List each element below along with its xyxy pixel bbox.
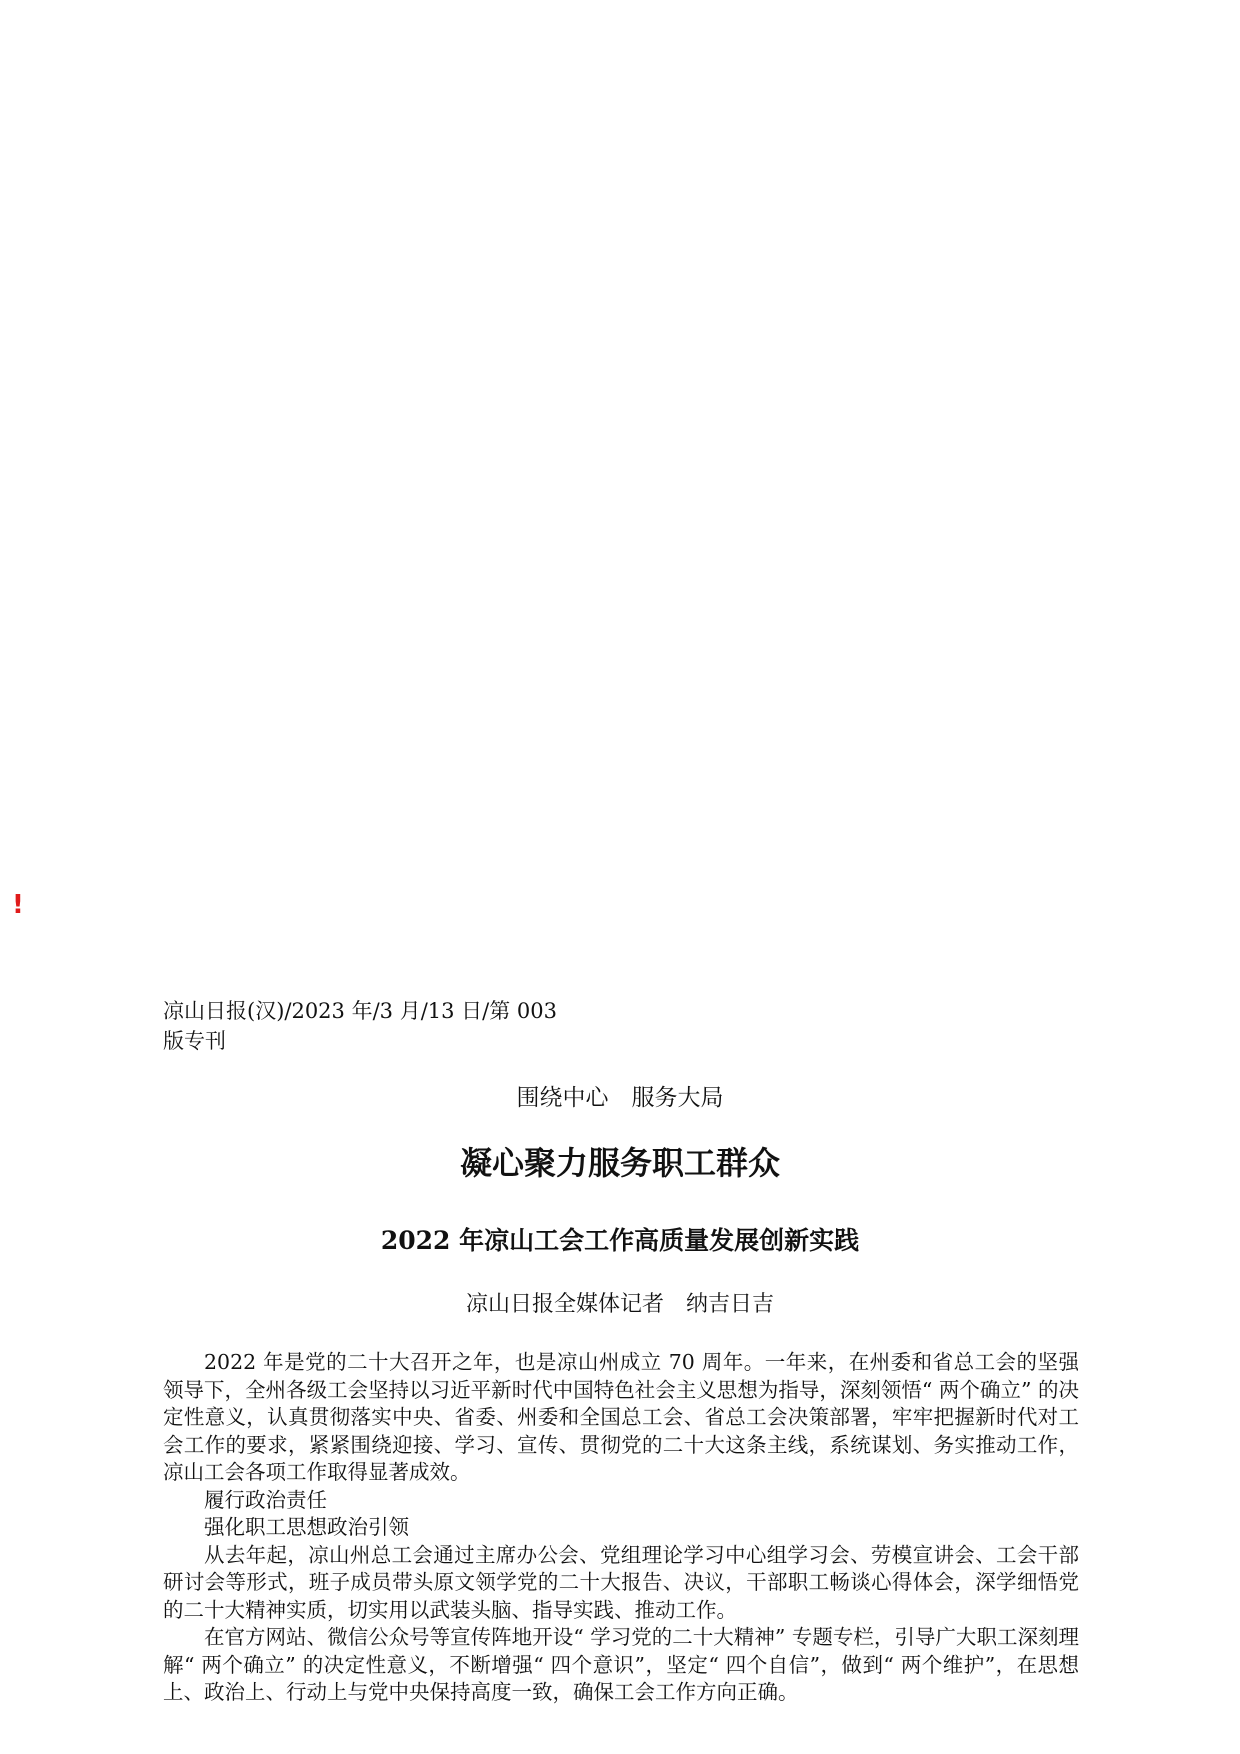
article-subtitle: 2022 年凉山工会工作高质量发展创新实践 — [380, 1226, 860, 1255]
section-heading: 履行政治责任 — [204, 1487, 327, 1512]
byline: 凉山日报全媒体记者 纳吉日吉 — [465, 1292, 774, 1317]
body-paragraph: 从去年起，凉山州总工会通过主席办公会、党组理论学习中心组学习会、劳模宣讲会、工会干部研讨会等形式，班子成员带头原文领学党的二十大报告、决议，干部职工畅谈心得体会，深学细悟党的二十大精神实质，切实用以武装头脑、指导实践、推动工作。 — [163, 1542, 1079, 1622]
source-line: 凉山日报(汉)/2023 年/3 月/13 日/第 003 版专刊 — [163, 999, 557, 1053]
body-paragraph: 2022 年是党的二十大召开之年，也是凉山州成立 70 周年。一年来，在州委和省总工会的坚强领导下，全州各级工会坚持以习近平新时代中国特色社会主义思想为指导，深刻领悟“ 两个确立” 的决定性意义，认真贯彻落实中央、省委、州委和全国总工会、省总工会决策部署，牢牢把握新时代对工会工作的要求，紧紧围绕迎接、学习、宣传、贯彻党的二十大这条主线，系统谋划、务实推动工作，凉山工会各项工作取得显著成效。 — [163, 1350, 1079, 1484]
article-title: 凝心聚力服务职工群众 — [459, 1144, 780, 1182]
kicker-heading: 围绕中心 服务大局 — [516, 1085, 724, 1111]
section-subheading: 强化职工思想政治引领 — [204, 1515, 409, 1539]
body-paragraph: 在官方网站、微信公众号等宣传阵地开设“ 学习党的二十大精神” 专题专栏，引导广大职工深刻理解“ 两个确立” 的决定性意义，不断增强“ 四个意识”，坚定“ 四个自信”，做到“ 两个维护”，在思想上、政治上、行动上与党中央保持高度一致，确保工会工作方向正确。 — [163, 1625, 1079, 1704]
red-exclamation-mark: ! — [12, 890, 24, 920]
article-body — [163, 1349, 1079, 1707]
